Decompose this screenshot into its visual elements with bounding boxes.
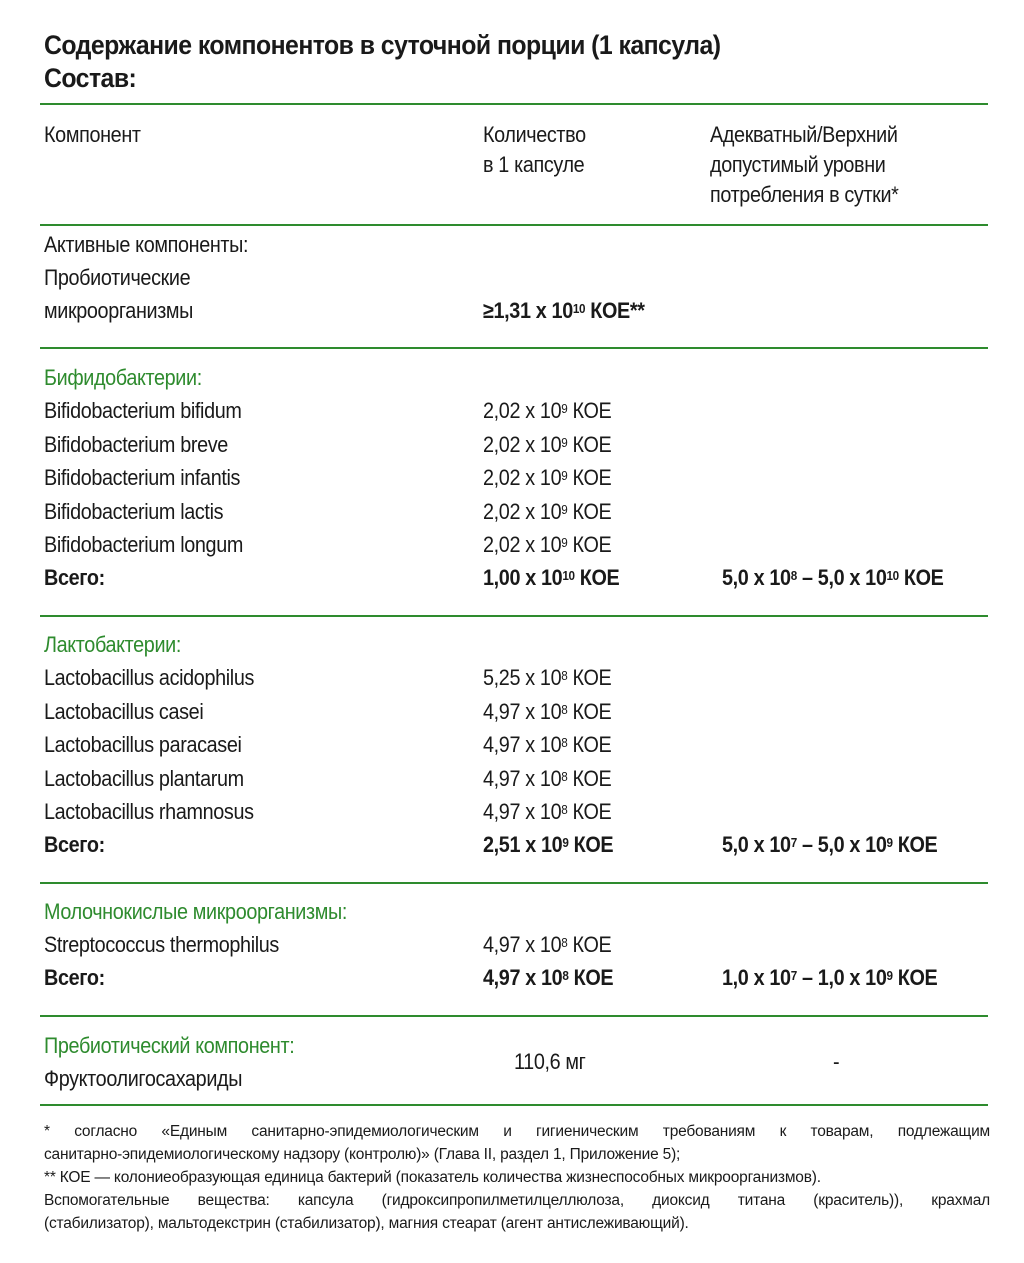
column-header-limit-line1: Адекватный/Верхний bbox=[710, 122, 898, 147]
strain-name: Lactobacillus paracasei bbox=[44, 732, 242, 757]
divider bbox=[40, 882, 988, 884]
strain-quantity: 4,97 x $10^8$ КОЕ bbox=[483, 765, 612, 791]
column-header-limit-line3: потребления в сутки* bbox=[710, 182, 899, 207]
bifido-total-label: Всего: bbox=[44, 565, 105, 590]
column-header-limit-line2: допустимый уровни bbox=[710, 152, 886, 177]
footnote-1-line2: санитарно-эпидемиологическому надзору (контролю)» (Глава II, раздел 1, Приложение 5); bbox=[44, 1146, 681, 1163]
footnote-3-line1: Вспомогательные вещества: капсула (гидроксипропилметилцеллюлоза, диоксид титана (краситель)), крахмал bbox=[44, 1192, 990, 1209]
column-header-quantity-line2: в 1 капсуле bbox=[483, 152, 585, 177]
footnote-2: ** КОЕ — колониеобразующая единица бактерий (показатель количества жизнеспособных микроорганизмов). bbox=[44, 1169, 821, 1186]
divider bbox=[40, 347, 988, 349]
strain-quantity: 4,97 x $10^8$ КОЕ bbox=[483, 698, 612, 724]
prebiotic-name: Фруктоолигосахариды bbox=[44, 1066, 243, 1091]
strain-name: Bifidobacterium breve bbox=[44, 431, 228, 457]
strain-name: Streptococcus thermophilus bbox=[44, 932, 279, 957]
divider bbox=[40, 615, 988, 617]
strain-name: Lactobacillus casei bbox=[44, 698, 204, 724]
page-title: Содержание компонентов в суточной порции (1 капсула) bbox=[44, 30, 721, 60]
strain-quantity: 2,02 x $10^9$ КОЕ bbox=[483, 498, 612, 524]
footnote-3-line2: (стабилизатор), мальтодекстрин (стабилизатор), магния стеарат (агент антислеживающий). bbox=[44, 1215, 689, 1232]
strain-quantity: 4,97 x $10^8$ КОЕ bbox=[483, 799, 612, 824]
divider bbox=[40, 103, 988, 105]
strain-name: Lactobacillus acidophilus bbox=[44, 665, 255, 690]
column-header-component: Компонент bbox=[44, 122, 141, 147]
prebiotic-heading: Пребиотический компонент: bbox=[44, 1033, 295, 1058]
strain-quantity: 4,97 x $10^8$ КОЕ bbox=[483, 732, 612, 757]
lacto-limit: 5,0 x $10^7 - 5,0$ x $10^9$ КОЕ bbox=[722, 832, 938, 857]
bifido-heading: Бифидобактерии: bbox=[44, 365, 202, 390]
divider bbox=[40, 1015, 988, 1017]
lactic-total-label: Всего: bbox=[44, 965, 105, 990]
bifido-total-value: 1,00 x $10^{10}$ КОЕ bbox=[483, 565, 620, 590]
prebiotic-quantity: 110,6 мг bbox=[514, 1049, 586, 1074]
lacto-total-value: 2,51 x $10^9$ КОЕ bbox=[483, 832, 614, 857]
strain-name: Bifidobacterium infantis bbox=[44, 465, 241, 490]
lactic-heading: Молочнокислые микроорганизмы: bbox=[44, 899, 347, 924]
strain-quantity: 2,02 x $10^9$ КОЕ bbox=[483, 532, 612, 557]
lactic-total-value: 4,97 x $10^8$ КОЕ bbox=[483, 965, 614, 990]
strain-quantity: 5,25 x $10^8$ КОЕ bbox=[483, 665, 612, 690]
lactic-limit: 1,0 x $10^7 - 1,0$ x $10^9$ КОЕ bbox=[722, 965, 938, 990]
divider bbox=[40, 1104, 988, 1106]
strain-name: Bifidobacterium lactis bbox=[44, 498, 224, 524]
strain-name: Bifidobacterium longum bbox=[44, 532, 243, 557]
prebiotic-limit: - bbox=[833, 1049, 840, 1074]
strain-name: Lactobacillus rhamnosus bbox=[44, 799, 254, 824]
column-header-quantity-line1: Количество bbox=[483, 122, 586, 147]
lacto-total-label: Всего: bbox=[44, 832, 105, 857]
active-label-2: Пробиотические bbox=[44, 265, 191, 290]
divider bbox=[40, 224, 988, 226]
active-quantity: ≥1,31 x $10^{10}$ КОЕ** bbox=[483, 298, 645, 323]
strain-name: Lactobacillus plantarum bbox=[44, 765, 244, 791]
active-label: Активные компоненты: bbox=[44, 232, 249, 257]
section-title: Состав: bbox=[44, 63, 137, 93]
lacto-heading: Лактобактерии: bbox=[44, 632, 181, 657]
strain-quantity: 2,02 x $10^9$ КОЕ bbox=[483, 398, 612, 423]
strain-quantity: 2,02 x $10^9$ КОЕ bbox=[483, 465, 612, 490]
active-label-3: микроорганизмы bbox=[44, 298, 194, 323]
strain-quantity: 2,02 x $10^9$ КОЕ bbox=[483, 431, 612, 457]
bifido-limit: 5,0 x $10^8 - 5,0$ x $10^{10}$ КОЕ bbox=[722, 565, 944, 590]
strain-quantity: 4,97 x $10^8$ КОЕ bbox=[483, 932, 612, 957]
strain-name: Bifidobacterium bifidum bbox=[44, 398, 242, 423]
footnote-1-line1: * согласно «Единым санитарно-эпидемиологическим и гигиеническим требованиям к товарам, подлежащим bbox=[44, 1123, 990, 1140]
